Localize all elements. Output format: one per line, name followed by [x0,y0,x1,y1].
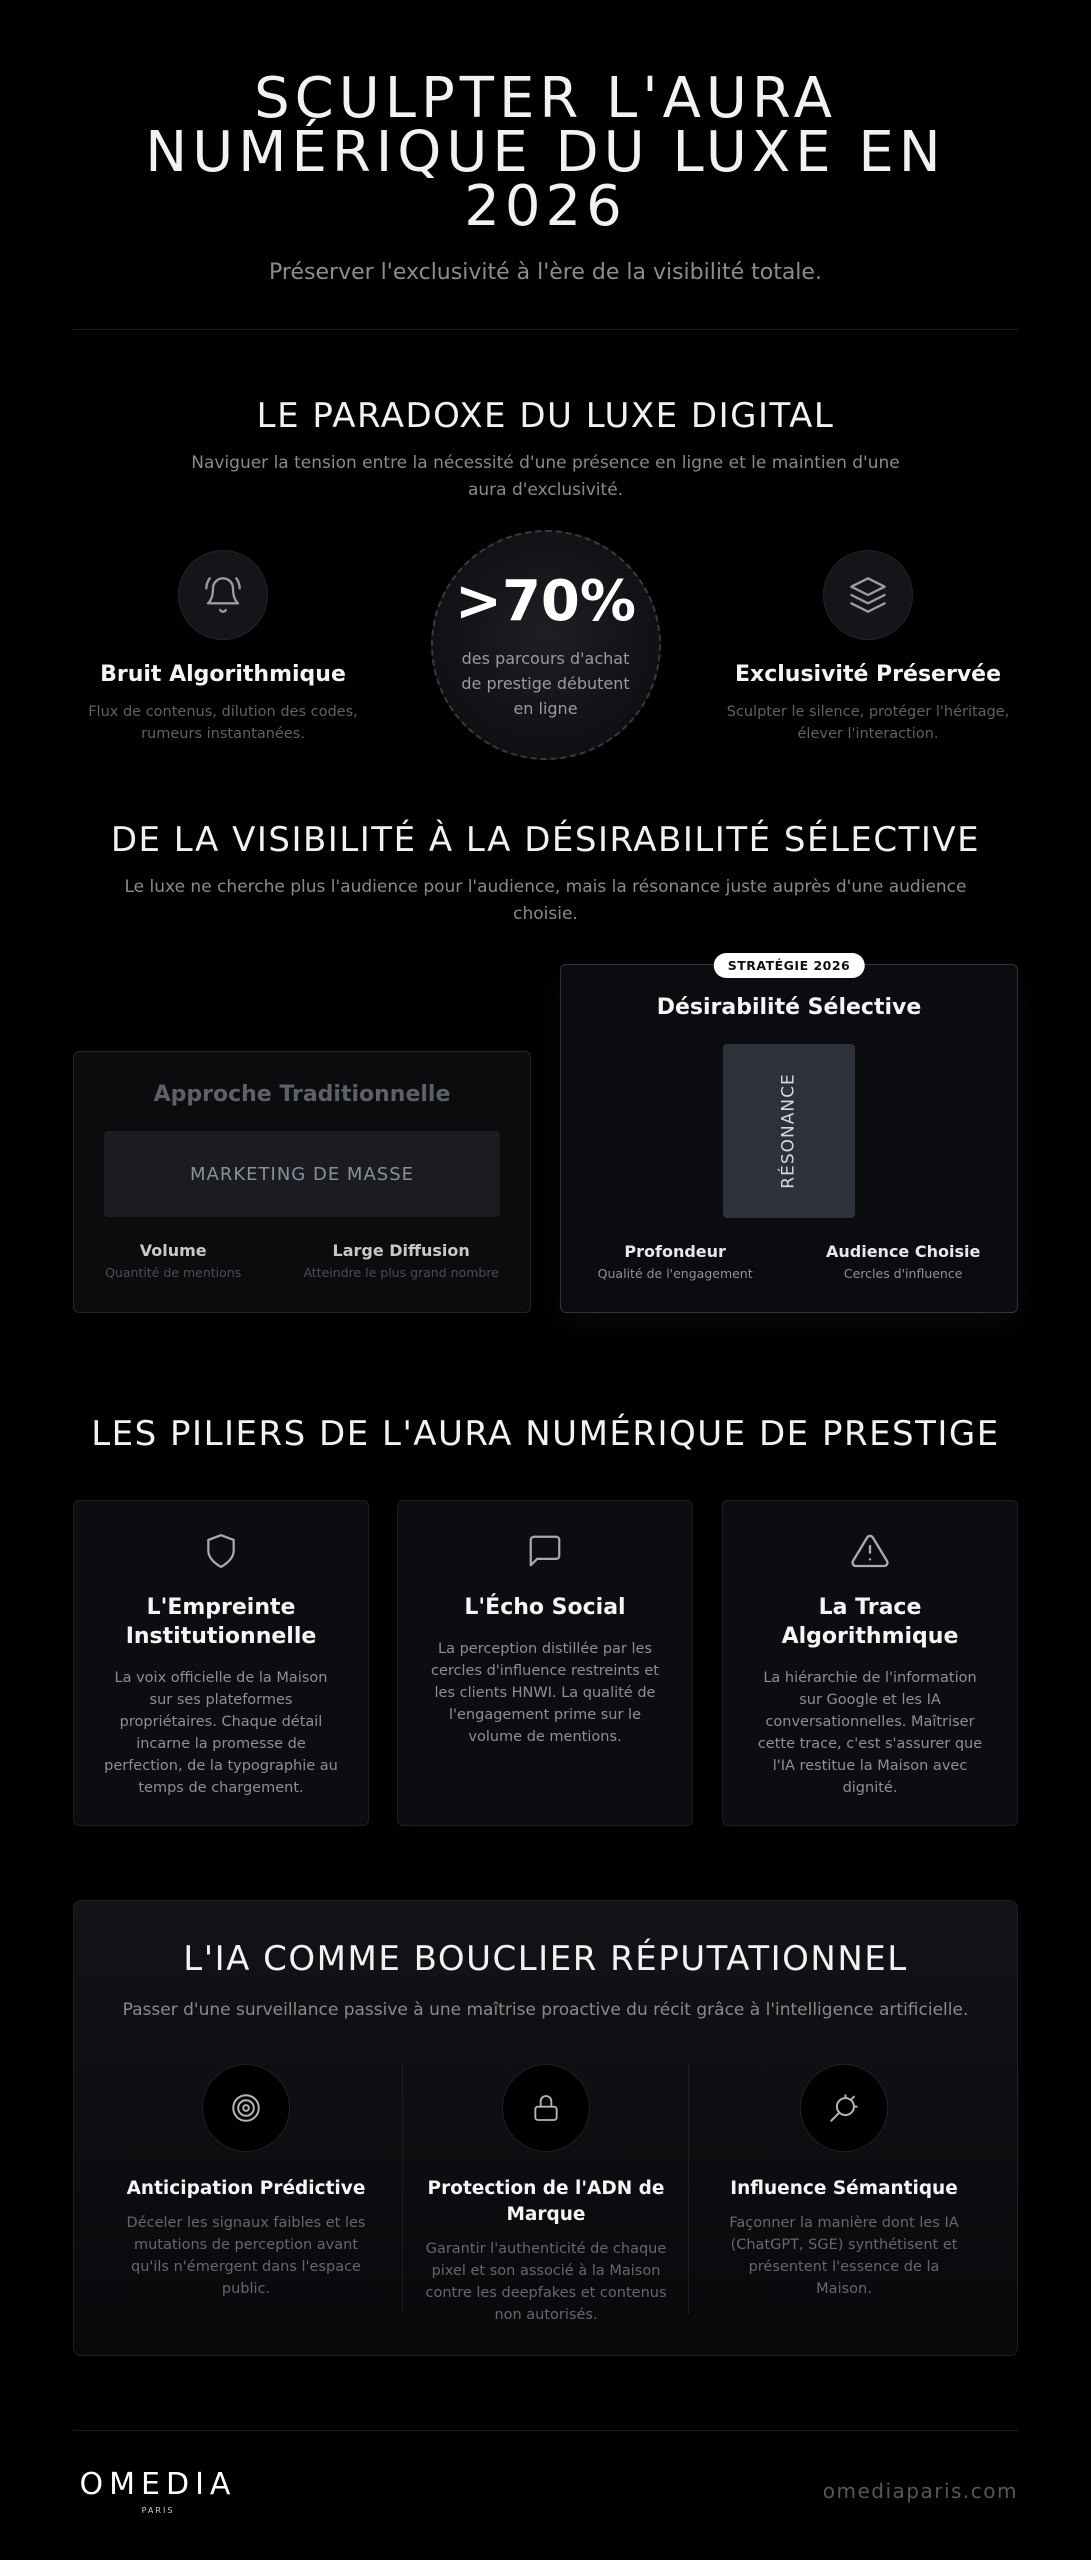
metric-sub: Cercles d'influence [843,1266,963,1281]
ai-feature [106,2064,386,2300]
algorithmic-noise-block [73,550,373,745]
pillar-card [722,1500,1018,1826]
selective-desirability-card [560,958,1018,1313]
chat-bubble-icon [398,1529,692,1573]
metric-title: Profondeur [624,1242,726,1261]
pillar-text: La hiérarchie de l'information sur Google et les IA conversationnelles. Maîtriser cette trace, c'est s'assurer que l'IA restitue la Maison avec dignité. [757,1670,983,1796]
metric [598,1242,753,1281]
target-icon [202,2064,290,2152]
section-title: LES PILIERS DE L'AURA NUMÉRIQUE DE PRESTIGE [91,1414,1000,1454]
block-text: Sculpter le silence, protéger l'héritage, élever l'interaction. [726,704,1010,742]
feature-text: Garantir l'authenticité de chaque pixel et son associé à la Maison contre les deepfakes et contenus non autorisés. [425,2241,667,2323]
section-subtitle: Le luxe ne cherche plus l'audience pour l'audience, mais la résonance juste auprès d'une audience choisie. [124,877,967,924]
card-title: Désirabilité Sélective [656,995,922,1020]
bell-icon [178,550,268,640]
lock-icon [502,2064,590,2152]
visibility-section [73,820,1018,1354]
metric-title: Audience Choisie [825,1242,981,1261]
stat-caption: des parcours d'achat de prestige débutent en ligne [461,649,630,718]
pillar-text: La voix officielle de la Maison sur ses plateformes propriétaires. Chaque détail incarne la promesse de perfection, de la typographie au temps de chargement. [104,1670,338,1796]
stat-circle [431,530,661,760]
omedia-logo[interactable] [73,2467,243,2515]
ai-feature [704,2064,984,2300]
section-title: LE PARADOXE DU LUXE DIGITAL [256,396,835,436]
stat-value: >70% [455,569,636,634]
mass-marketing-box: MARKETING DE MASSE [104,1131,500,1217]
title-line: SCULPTER L'AURA [254,66,837,131]
column-divider [402,2064,403,2314]
pillar-title: L'Écho Social [464,1595,626,1620]
strategy-badge: STRATÉGIE 2026 [714,953,865,978]
metric [826,1242,980,1281]
pillar-title: L'Empreinte Institutionnelle [125,1595,317,1649]
exclusivity-block [718,550,1018,745]
section-subtitle: Naviguer la tension entre la nécessité d'une présence en ligne et le maintien d'une aura d'exclusivité. [191,453,900,500]
divider [73,329,1018,330]
section-title: L'IA COMME BOUCLIER RÉPUTATIONNEL [183,1939,908,1979]
column-divider [688,2064,689,2314]
feature-text: Façonner la manière dont les IA (ChatGPT, SGE) synthétisent et présentent l'essence de la Maison. [729,2215,959,2297]
page-title [73,66,1018,239]
card-title: Approche Traditionnelle [153,1082,451,1107]
shield-icon [74,1529,368,1573]
feature-title: Protection de l'ADN de Marque [427,2178,665,2225]
metric [105,1241,241,1280]
pillar-text: La perception distillée par les cercles d'influence restreints et les clients HNWI. La qualité de l'engagement prime sur le volume de mentions. [430,1641,659,1745]
metric-sub: Qualité de l'engagement [597,1266,753,1281]
paradox-section [73,396,1018,760]
logo-name: OMEDIA [79,2467,237,2502]
resonance-label: RÉSONANCE [779,1073,799,1189]
feature-title: Influence Sémantique [730,2178,958,2199]
metric [303,1241,498,1280]
block-title: Exclusivité Préservée [734,662,1002,687]
section-subtitle: Passer d'une surveillance passive à une maîtrise proactive du récit grâce à l'intelligence artificielle. [122,2000,969,2020]
warning-triangle-icon [723,1529,1017,1573]
page-subtitle: Préserver l'exclusivité à l'ère de la visibilité totale. [269,260,822,285]
feature-title: Anticipation Prédictive [126,2178,366,2199]
pillar-card [397,1500,693,1826]
metric-sub: Atteindre le plus grand nombre [303,1265,499,1280]
layers-icon [823,550,913,640]
feature-text: Déceler les signaux faibles et les mutations de perception avant qu'ils n'émergent dans l'espace public. [126,2215,366,2297]
ai-shield-section [73,1900,1018,2356]
pillar-card [73,1500,369,1826]
footer [73,2431,1018,2521]
website-link[interactable]: omediaparis.com [822,2479,1018,2503]
metric-title: Large Diffusion [332,1241,470,1260]
magic-search-icon [800,2064,888,2152]
section-title: DE LA VISIBILITÉ À LA DÉSIRABILITÉ SÉLECTIVE [110,820,981,860]
metric-title: Volume [139,1241,207,1260]
block-text: Flux de contenus, dilution des codes, rumeurs instantanées. [88,704,358,742]
logo-city: PARIS [141,2506,175,2515]
metric-sub: Quantité de mentions [105,1265,242,1280]
ai-feature [406,2064,686,2326]
title-line: NUMÉRIQUE DU LUXE EN [145,120,946,185]
title-line: 2026 [464,174,627,239]
hero [73,0,1018,330]
resonance-box [723,1044,855,1218]
block-title: Bruit Algorithmique [100,662,346,687]
pillars-section [73,1414,1018,1826]
traditional-approach-card [73,1051,531,1313]
pillar-title: La Trace Algorithmique [781,1595,959,1649]
